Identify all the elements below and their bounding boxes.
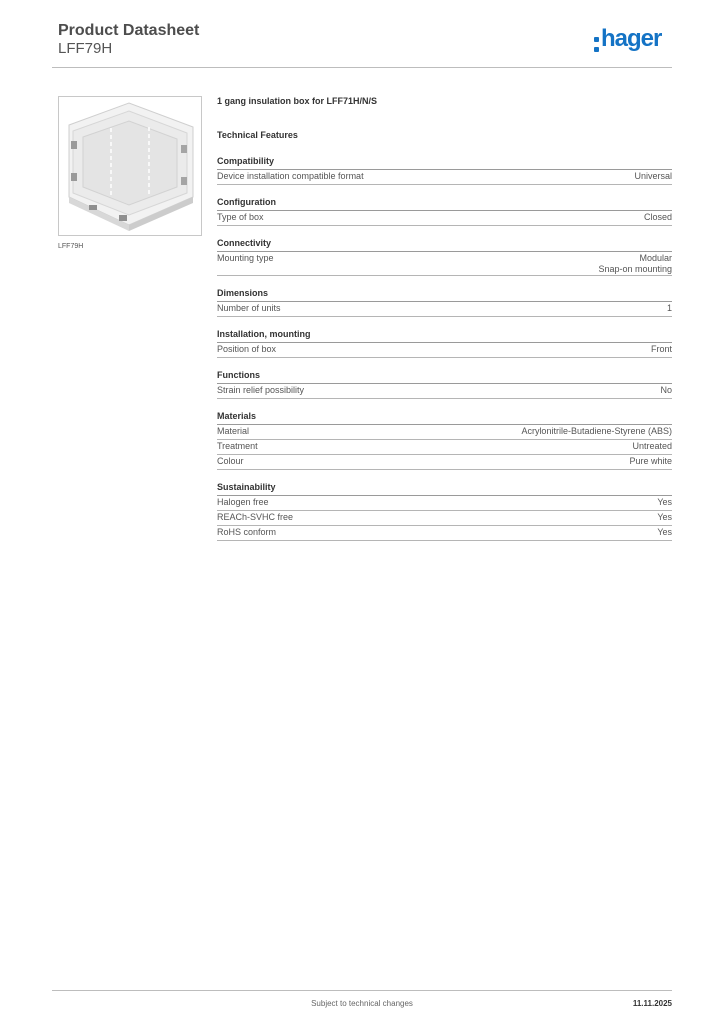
feature-value bbox=[657, 512, 672, 525]
feature-value-line: Pure white bbox=[629, 456, 672, 466]
feature-value-line: Yes bbox=[657, 497, 672, 507]
insulation-box-image bbox=[59, 97, 201, 235]
feature-value bbox=[629, 456, 672, 469]
footer-note: Subject to technical changes bbox=[311, 999, 413, 1008]
feature-section bbox=[217, 370, 672, 399]
feature-label: Mounting type bbox=[217, 253, 274, 263]
feature-row bbox=[217, 302, 672, 317]
feature-value-line: Acrylonitrile-Butadiene-Styrene (ABS) bbox=[521, 426, 672, 436]
section-title: Connectivity bbox=[217, 238, 672, 252]
feature-label: Treatment bbox=[217, 441, 258, 451]
feature-value-line: No bbox=[660, 385, 672, 395]
product-reference: LFF79H bbox=[58, 40, 113, 57]
feature-row bbox=[217, 455, 672, 470]
product-image-frame bbox=[58, 96, 202, 236]
section-title: Configuration bbox=[217, 197, 672, 211]
feature-value-line: Front bbox=[650, 344, 672, 354]
feature-value bbox=[521, 426, 672, 439]
feature-label: Device installation compatible format bbox=[217, 171, 364, 181]
hager-logo bbox=[594, 25, 674, 56]
section-title: Installation, mounting bbox=[217, 329, 672, 343]
technical-features-heading: Technical Features bbox=[217, 130, 298, 140]
feature-value-line: Closed bbox=[643, 212, 672, 222]
feature-label: Position of box bbox=[217, 344, 277, 354]
feature-value bbox=[644, 212, 672, 225]
feature-value-line: Yes bbox=[657, 527, 672, 537]
feature-value bbox=[657, 497, 672, 510]
feature-label: Material bbox=[217, 426, 250, 436]
datasheet-content bbox=[217, 96, 672, 541]
feature-label: Strain relief possibility bbox=[217, 385, 305, 395]
feature-value bbox=[598, 253, 672, 275]
feature-value-line: Untreated bbox=[632, 441, 672, 451]
feature-section bbox=[217, 482, 672, 541]
feature-value-line: 1 bbox=[666, 303, 672, 313]
feature-section bbox=[217, 411, 672, 470]
feature-value-line: Yes bbox=[657, 512, 672, 522]
feature-label: REACh-SVHC free bbox=[217, 512, 294, 522]
page-title: Product Datasheet bbox=[58, 22, 200, 39]
feature-row bbox=[217, 440, 672, 455]
section-title: Dimensions bbox=[217, 288, 672, 302]
logo-dots-icon bbox=[594, 37, 599, 54]
feature-value-line: Universal bbox=[634, 171, 672, 181]
feature-row bbox=[217, 211, 672, 226]
feature-value-line: Modular bbox=[639, 253, 672, 263]
feature-value bbox=[632, 441, 672, 454]
footer-date: 11.11.2025 bbox=[632, 999, 672, 1008]
feature-label: Number of units bbox=[217, 303, 281, 313]
feature-section bbox=[217, 197, 672, 226]
image-caption: LFF79H bbox=[58, 243, 84, 250]
feature-row bbox=[217, 526, 672, 541]
feature-label: Halogen free bbox=[217, 497, 269, 507]
section-title: Functions bbox=[217, 370, 672, 384]
feature-row bbox=[217, 511, 672, 526]
feature-row bbox=[217, 252, 672, 276]
feature-sections bbox=[217, 156, 672, 541]
section-title: Materials bbox=[217, 411, 672, 425]
feature-row bbox=[217, 496, 672, 511]
feature-value bbox=[651, 344, 672, 357]
logo-text: hager bbox=[601, 25, 662, 52]
feature-value bbox=[634, 171, 672, 184]
footer-divider bbox=[52, 990, 672, 991]
section-title: Compatibility bbox=[217, 156, 672, 170]
feature-label: Type of box bbox=[217, 212, 264, 222]
section-title: Sustainability bbox=[217, 482, 672, 496]
feature-value-line: Snap-on mounting bbox=[598, 264, 672, 274]
feature-section bbox=[217, 238, 672, 276]
feature-row bbox=[217, 384, 672, 399]
feature-label: Colour bbox=[217, 456, 244, 466]
feature-section bbox=[217, 156, 672, 185]
header-divider bbox=[52, 67, 672, 68]
feature-value bbox=[657, 527, 672, 540]
feature-value bbox=[667, 303, 672, 316]
feature-section bbox=[217, 288, 672, 317]
product-description: 1 gang insulation box for LFF71H/N/S bbox=[217, 96, 378, 106]
feature-value bbox=[660, 385, 672, 398]
feature-row bbox=[217, 343, 672, 358]
feature-row bbox=[217, 425, 672, 440]
feature-row bbox=[217, 170, 672, 185]
feature-section bbox=[217, 329, 672, 358]
feature-label: RoHS conform bbox=[217, 527, 277, 537]
